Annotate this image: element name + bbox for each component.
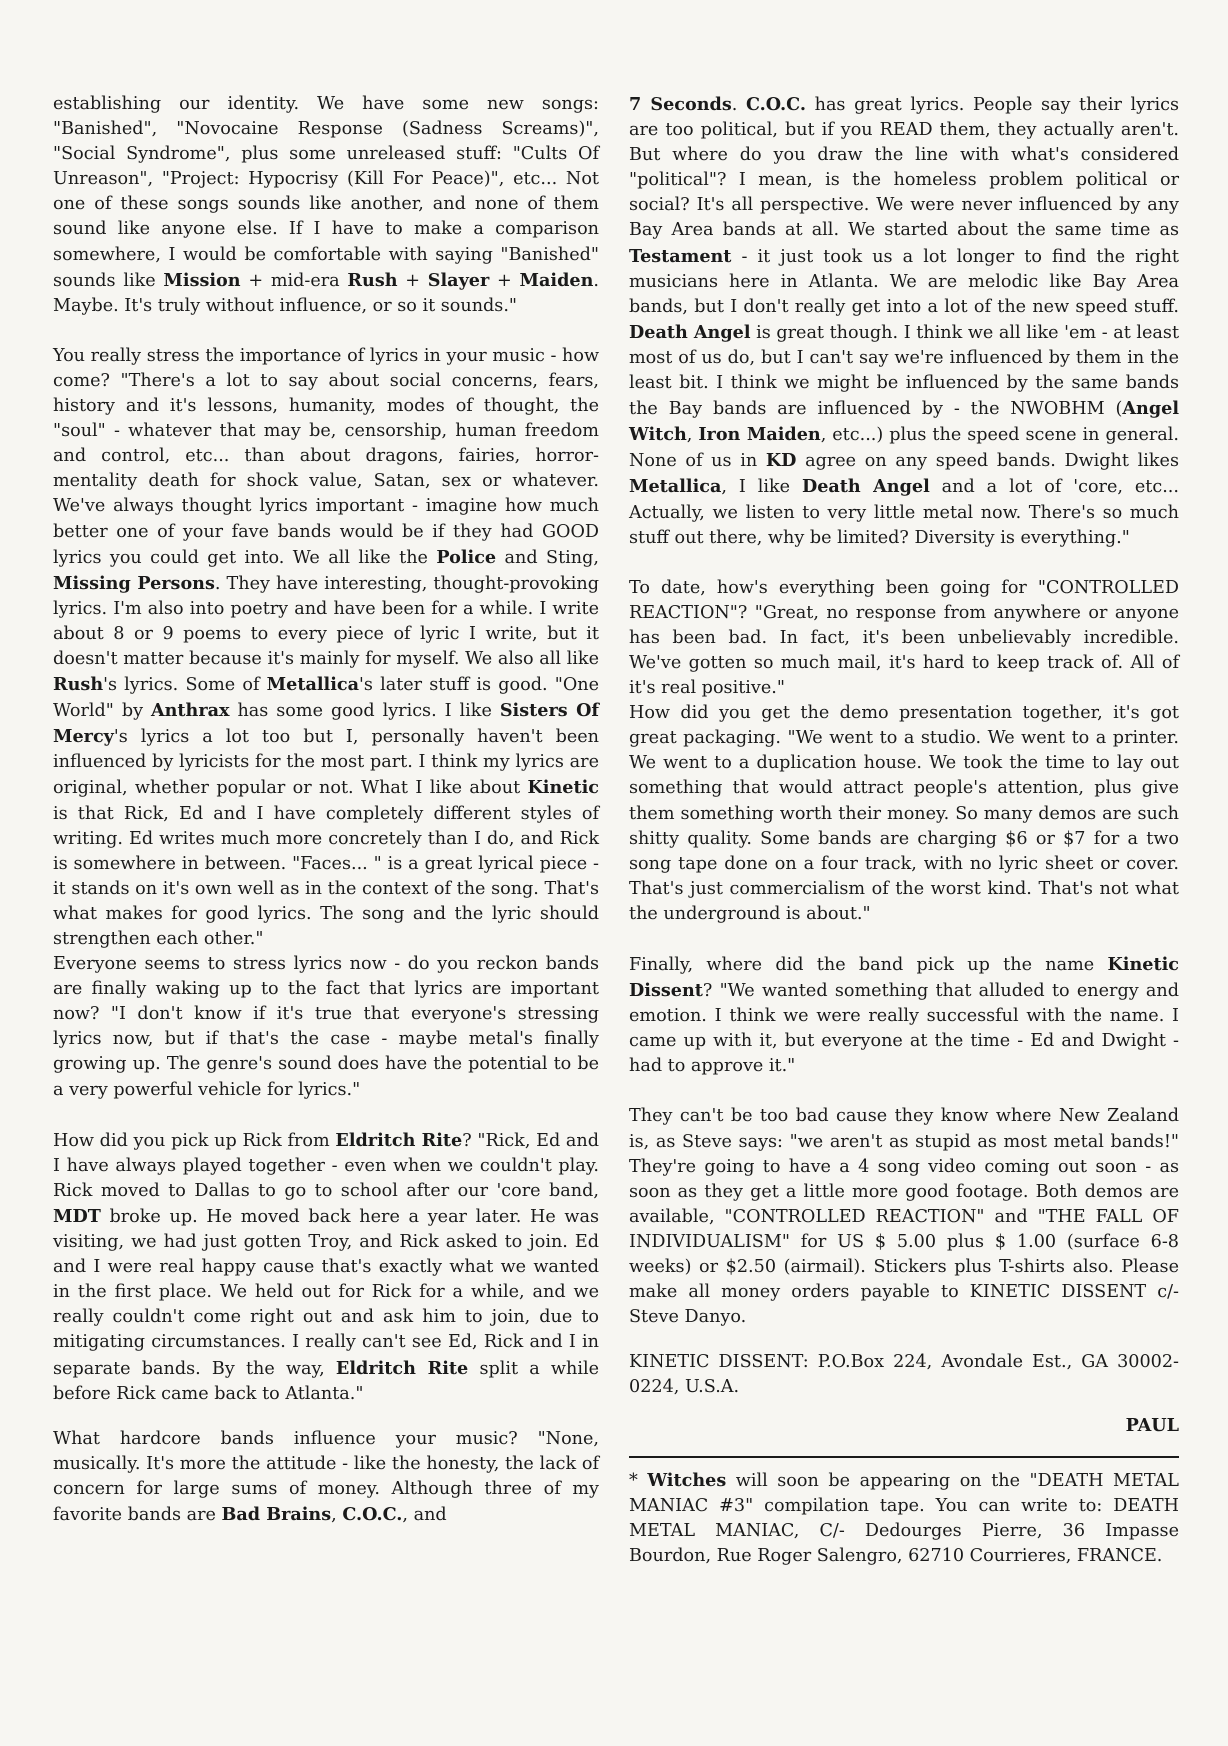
paragraph-rick-eldritch: How did you pick up Rick from Eldritch Rite? "Rick, Ed and I have always played together - even when we couldn't play. Rick moved to Dallas to go to school after our 'core band, MDT broke up. He moved back here a year later. He was visiting, we had just gotten Troy, and Rick asked to join. Ed and I were real happy cause that's exactly what we wanted in the first place. We held out for Rick for a while, and we really couldn't come right out and ask him to join, due to mitigating circumstances. I really can't see Ed, Rick and I in separate bands. By the way, Eldritch Rite split a while before Rick came back to Atlanta." [53,1129,599,1404]
paragraph-hardcore-influence: What hardcore bands influence your music? "None, musically. It's more the attitude - like the honesty, the lack of concern for large sums of money. Although three of my favorite bands are Bad Brains, C.O.C., and [53,1428,599,1525]
left-column [53,92,599,1528]
right-column [629,92,1179,1569]
paragraph-lyrics-stress: Everyone seems to stress lyrics now - do you reckon bands are finally waking up to the fact that lyrics are important now? "I don't know if it's true that everyone's stressing lyrics now, but if that's the case - maybe metal's finally growing up. The genre's sound does have the potential to be a very powerful vehicle for lyrics." [53,954,599,1100]
paragraph-lyrics-importance: You really stress the importance of lyrics in your music - how come? "There's a lot to say about social concerns, fears, history and it's lessons, humanity, modes of thought, the "soul" - whatever that may be, censorship, human freedom and control, etc... than about dragons, fairies, horror-mentality death for shock value, Satan, sex or whatever. We've always thought lyrics important - imagine how much better one of your fave bands would be if they had GOOD lyrics you could get into. We all like the Police and Sting, Missing Persons. They have interesting, thought-provoking lyrics. I'm also into poetry and have been for a while. I write about 8 or 9 poems to every piece of lyric I write, but it doesn't matter because it's mainly for myself. We also all like Rush's lyrics. Some of Metallica's later stuff is good. "One World" by Anthrax has some good lyrics. I like Sisters Of Mercy's lyrics a lot too but I, personally haven't been influenced by lyricists for the most part. I think my lyrics are original, whether popular or not. What I like about Kinetic is that Rick, Ed and I have completely different styles of writing. Ed writes much more concretely than I do, and Rick is somewhere in between. "Faces... " is a great lyrical piece - it stands on it's own well as in the context of the song. That's what makes for good lyrics. The song and the lyric should strengthen each other." [53,345,599,949]
paragraph-lyrics-political: 7 Seconds. C.O.C. has great lyrics. People say their lyrics are too political, but if you READ them, they actually aren't. But where do you draw the line with what's considered "political"? I mean, is the homeless problem political or social? It's all perspective. We were never influenced by any Bay Area bands at all. We started about the same time as Testament - it just took us a lot longer to find the right musicians here in Atlanta. We are melodic like Bay Area bands, but I don't really get into a lot of the new speed stuff. Death Angel is great though. I think we all like 'em - at least most of us do, but I can't say we're influenced by them in the least bit. I think we might be influenced by the same bands the Bay bands are influenced by - the NWOBHM (Angel Witch, Iron Maiden, etc...) plus the speed scene in general. None of us in KD agree on any speed bands. Dwight likes Metallica, I like Death Angel and a lot of 'core, etc... Actually, we listen to very little metal now. There's so much stuff out there, why be limited? Diversity is everything." [629,94,1180,548]
paragraph-identity: establishing our identity. We have some new songs: "Banished", "Novocaine Response (Sadness Screams)", "Social Syndrome", plus some unreleased stuff: "Cults Of Unreason", "Project: Hypocrisy (Kill For Peace)", etc... Not one of these songs sounds like another, and none of them sound like anyone else. If I have to make a comparison somewhere, I would be comfortable with saying "Banished" sounds like Mission + mid-era Rush + Slayer + Maiden. Maybe. It's truly without influence, or so it sounds." [53,94,599,316]
contact-address: KINETIC DISSENT: P.O.Box 224, Avondale Est., GA 30002-0224, U.S.A. [629,1352,1179,1398]
footnote-witches: * Witches will soon be appearing on the "DEATH METAL MANIAC #3" compilation tape. You can write to: DEATH METAL MANIAC, C/- Dedourges Pierre, 36 Impasse Bourdon, Rue Roger Salengro, 62710 Courrieres, FRANCE. [629,1469,1179,1566]
paragraph-closing: They can't be too bad cause they know where New Zealand is, as Steve says: "we aren't as stupid as most metal bands!" They're going to have a 4 song video coming out soon - as soon as they get a little more good footage. Both demos are available, "CONTROLLED REACTION" and "THE FALL OF INDIVIDUALISM" for US $ 5.00 plus $ 1.00 (surface 6-8 weeks) or $2.50 (airmail). Stickers plus T-shirts also. Please make all money orders payable to KINETIC DISSENT c/- Steve Danyo. [629,1106,1179,1328]
author-signature: PAUL [1125,1414,1179,1436]
paragraph-band-name: Finally, where did the band pick up the name Kinetic Dissent? "We wanted something that alluded to energy and emotion. I think we were really successful with the name. I came up with it, but everyone at the time - Ed and Dwight - had to approve it." [629,954,1179,1077]
paragraph-demo-packaging: How did you get the demo presentation together, it's got great packaging. "We went to a studio. We went to a printer. We went to a duplication house. We took the time to lay out something that would attract people's attention, plus give them something worth their money. So many demos are such shitty quality. Some bands are charging $6 or $7 for a two song tape done on a four track, with no lyric sheet or cover. That's just commercialism of the worst kind. That's not what the underground is about." [629,703,1179,924]
section-divider [629,1456,1179,1458]
paragraph-controlled-reaction: To date, how's everything been going for "CONTROLLED REACTION"? "Great, no response from anywhere or anyone has been bad. In fact, it's been unbelievably incredible. We've gotten so much mail, it's hard to keep track of. All of it's real positive." [629,577,1179,699]
